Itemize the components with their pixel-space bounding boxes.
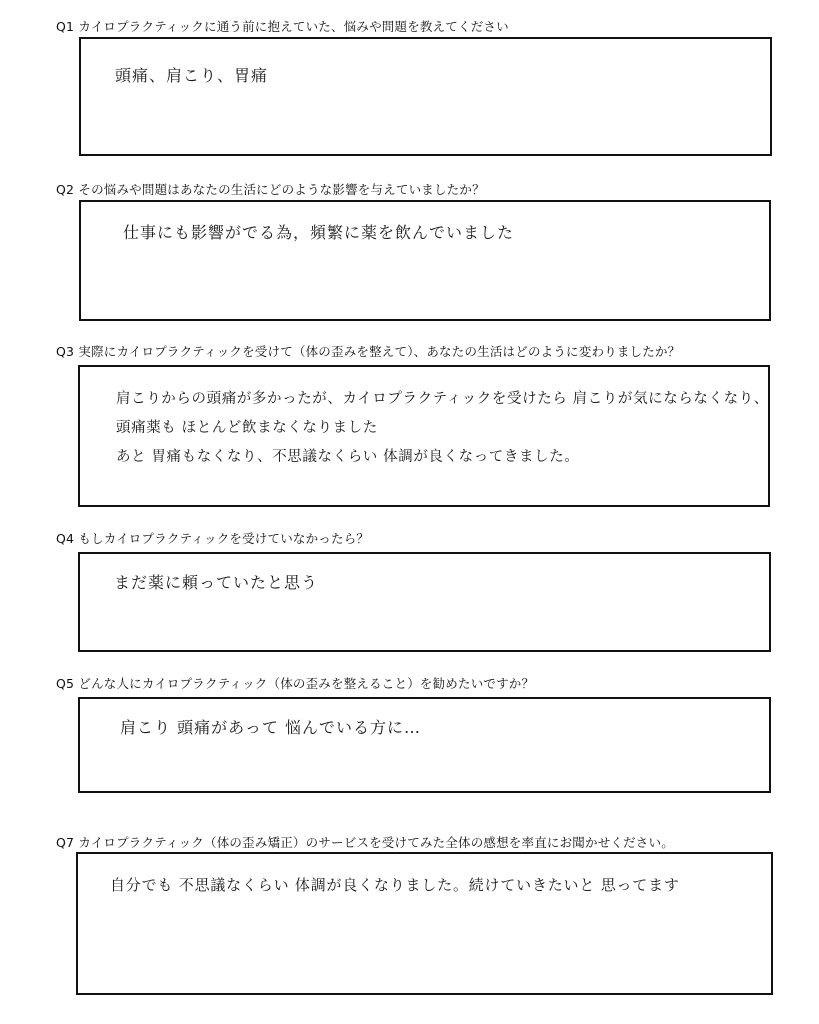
answer-5-box — [78, 697, 771, 793]
question-5-label: Q5 どんな人にカイロプラクティック（体の歪みを整えること）を勧めたいですか？ — [56, 676, 535, 691]
answer-1-text — [115, 61, 268, 91]
answer-3-line-1: 肩こりからの頭痛が多かったが、カイロプラクティックを受けたら 肩こりが気にならなくなり、 — [116, 391, 769, 407]
answer-2-line-1: 仕事にも影響がでる為，頻繁に薬を飲んでいました — [123, 223, 515, 242]
answer-2-text — [123, 218, 514, 248]
answer-3-text — [116, 385, 769, 472]
answer-3-box — [78, 365, 770, 507]
answer-4-box — [78, 552, 771, 652]
answer-2-box — [79, 200, 771, 321]
question-2-label: Q2 その悩みや問題はあなたの生活にどのような影響を与えていましたか？ — [56, 182, 485, 197]
answer-7-line-1: 自分でも 不思議なくらい 体調が良くなりました。続けていきたいと 思ってます — [110, 876, 680, 894]
question-4-label: Q4 もしカイロプラクティックを受けていなかったら？ — [56, 531, 370, 546]
question-3-label: Q3 実際にカイロプラクティックを受けて（体の歪みを整えて）、あなたの生活はどのように変わりましたか？ — [56, 344, 681, 359]
answer-4-text — [114, 568, 318, 598]
answer-1-line-1: 頭痛、肩こり、胃痛 — [115, 66, 269, 85]
answer-5-line-1: 肩こり 頭痛があって 悩んでいる方に… — [120, 718, 422, 737]
answer-4-line-1: まだ薬に頼っていたと思う — [114, 573, 319, 592]
answer-7-text — [110, 870, 680, 900]
answer-1-box — [79, 37, 772, 156]
question-1-label: Q1 カイロプラクティックに通う前に抱えていた、悩みや問題を教えてください — [56, 19, 509, 34]
answer-7-box — [76, 852, 773, 995]
answer-3-line-2: 頭痛薬も ほとんど飲まなくなりました — [116, 420, 378, 436]
answer-5-text — [120, 713, 421, 743]
question-7-label: Q7 カイロプラクティック（体の歪み矯正）のサービスを受けてみた全体の感想を率直にお聞かせください。 — [56, 835, 674, 850]
answer-3-line-3: あと 胃痛もなくなり、不思議なくらい 体調が良くなってきました。 — [116, 449, 580, 465]
